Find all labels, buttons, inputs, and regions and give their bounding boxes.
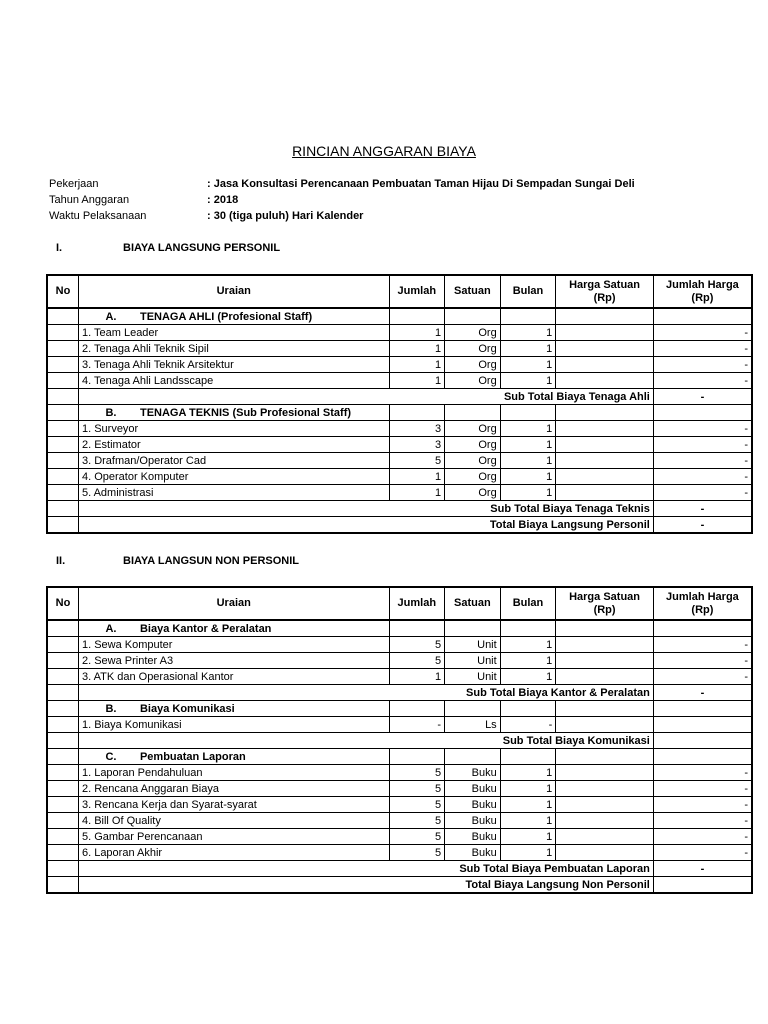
table-row <box>47 781 752 797</box>
total-label: Total Biaya Langsung Non Personil <box>78 877 653 894</box>
item-bulan: - <box>500 717 556 733</box>
total-cell <box>653 405 752 421</box>
item-jumlah-harga: - <box>653 437 752 453</box>
item-jumlah-harga: - <box>653 421 752 437</box>
bulan-cell <box>500 701 556 717</box>
total-row <box>47 517 752 534</box>
item-harga-satuan <box>556 637 654 653</box>
no-cell <box>47 517 78 534</box>
group-cell <box>78 620 389 637</box>
header-jumlah-harga: Jumlah Harga (Rp) <box>653 275 752 308</box>
section-number: II. <box>56 555 66 567</box>
item-satuan: Buku <box>445 781 501 797</box>
no-cell <box>47 469 78 485</box>
item-harga-satuan <box>556 453 654 469</box>
item-jumlah-harga: - <box>653 813 752 829</box>
meta-label: Waktu Pelaksanaan <box>49 210 147 222</box>
table-header-row <box>47 275 752 308</box>
harga-cell <box>556 620 654 637</box>
table-row <box>47 453 752 469</box>
item-jumlah-harga: - <box>653 453 752 469</box>
item-jumlah: 5 <box>389 653 445 669</box>
no-cell <box>47 620 78 637</box>
bulan-cell <box>500 620 556 637</box>
item-jumlah: 5 <box>389 845 445 861</box>
item-label: 2. Rencana Anggaran Biaya <box>78 781 389 797</box>
header-no: No <box>47 587 78 620</box>
table-row <box>47 653 752 669</box>
table-row <box>47 669 752 685</box>
jumlah-cell <box>389 749 445 765</box>
item-jumlah-harga: - <box>653 829 752 845</box>
bulan-cell <box>500 749 556 765</box>
section-number: I. <box>56 242 63 254</box>
item-jumlah-harga: - <box>653 669 752 685</box>
item-satuan: Org <box>445 357 501 373</box>
total-label: Total Biaya Langsung Personil <box>78 517 653 534</box>
total-cell <box>653 749 752 765</box>
item-label: 2. Estimator <box>78 437 389 453</box>
table-row <box>47 829 752 845</box>
item-label: 6. Laporan Akhir <box>78 845 389 861</box>
no-cell <box>47 485 78 501</box>
header-jumlah: Jumlah <box>389 587 445 620</box>
jumlah-cell <box>389 701 445 717</box>
header-satuan: Satuan <box>445 275 501 308</box>
group-cell <box>78 701 389 717</box>
no-cell <box>47 749 78 765</box>
item-satuan: Org <box>445 469 501 485</box>
item-satuan: Ls <box>445 717 501 733</box>
group-row <box>47 701 752 717</box>
no-cell <box>47 669 78 685</box>
item-jumlah: 5 <box>389 781 445 797</box>
item-bulan: 1 <box>500 653 556 669</box>
header-harga-satuan: Harga Satuan (Rp) <box>556 587 654 620</box>
item-bulan: 1 <box>500 485 556 501</box>
item-bulan: 1 <box>500 357 556 373</box>
item-label: 2. Tenaga Ahli Teknik Sipil <box>78 341 389 357</box>
item-harga-satuan <box>556 485 654 501</box>
item-satuan: Buku <box>445 829 501 845</box>
item-jumlah: 1 <box>389 669 445 685</box>
item-bulan: 1 <box>500 437 556 453</box>
table-row <box>47 845 752 861</box>
item-label: 1. Biaya Komunikasi <box>78 717 389 733</box>
item-jumlah-harga: - <box>653 781 752 797</box>
item-label: 2. Sewa Printer A3 <box>78 653 389 669</box>
item-label: 3. Drafman/Operator Cad <box>78 453 389 469</box>
no-cell <box>47 373 78 389</box>
no-cell <box>47 797 78 813</box>
item-satuan: Buku <box>445 797 501 813</box>
subtotal-row <box>47 733 752 749</box>
item-jumlah-harga <box>653 717 752 733</box>
item-jumlah: 1 <box>389 341 445 357</box>
no-cell <box>47 781 78 797</box>
group-row <box>47 620 752 637</box>
item-harga-satuan <box>556 357 654 373</box>
item-harga-satuan <box>556 829 654 845</box>
budget-table-non-personil <box>46 586 753 894</box>
subtotal-label: Sub Total Biaya Komunikasi <box>78 733 653 749</box>
item-bulan: 1 <box>500 813 556 829</box>
no-cell <box>47 637 78 653</box>
bulan-cell <box>500 405 556 421</box>
item-label: 5. Gambar Perencanaan <box>78 829 389 845</box>
item-bulan: 1 <box>500 373 556 389</box>
no-cell <box>47 685 78 701</box>
satuan-cell <box>445 701 501 717</box>
no-cell <box>47 501 78 517</box>
header-bulan: Bulan <box>500 587 556 620</box>
harga-cell <box>556 308 654 325</box>
group-row <box>47 308 752 325</box>
header-satuan: Satuan <box>445 587 501 620</box>
subtotal-value: - <box>653 861 752 877</box>
subtotal-label: Sub Total Biaya Tenaga Teknis <box>78 501 653 517</box>
item-jumlah-harga: - <box>653 485 752 501</box>
item-jumlah-harga: - <box>653 845 752 861</box>
table-row <box>47 797 752 813</box>
header-uraian: Uraian <box>78 587 389 620</box>
table-row <box>47 437 752 453</box>
item-harga-satuan <box>556 669 654 685</box>
satuan-cell <box>445 308 501 325</box>
subtotal-label: Sub Total Biaya Kantor & Peralatan <box>78 685 653 701</box>
item-jumlah: 3 <box>389 421 445 437</box>
group-name: Biaya Kantor & Peralatan <box>139 622 272 635</box>
item-satuan: Org <box>445 325 501 341</box>
item-label: 1. Team Leader <box>78 325 389 341</box>
no-cell <box>47 813 78 829</box>
harga-cell <box>556 749 654 765</box>
subtotal-value: - <box>653 389 752 405</box>
table-row <box>47 637 752 653</box>
document-title: RINCIAN ANGGARAN BIAYA <box>292 143 476 159</box>
item-label: 3. Tenaga Ahli Teknik Arsitektur <box>78 357 389 373</box>
total-row <box>47 877 752 894</box>
no-cell <box>47 325 78 341</box>
item-jumlah: 3 <box>389 437 445 453</box>
no-cell <box>47 421 78 437</box>
item-jumlah: 1 <box>389 325 445 341</box>
item-label: 3. ATK dan Operasional Kantor <box>78 669 389 685</box>
no-cell <box>47 341 78 357</box>
total-value <box>653 877 752 894</box>
item-harga-satuan <box>556 341 654 357</box>
item-label: 4. Tenaga Ahli Landsscape <box>78 373 389 389</box>
item-bulan: 1 <box>500 797 556 813</box>
item-bulan: 1 <box>500 781 556 797</box>
meta-value: : 30 (tiga puluh) Hari Kalender <box>207 210 364 222</box>
section-name: BIAYA LANGSUNG PERSONIL <box>123 242 281 254</box>
header-bulan: Bulan <box>500 275 556 308</box>
harga-cell <box>556 405 654 421</box>
item-harga-satuan <box>556 325 654 341</box>
subtotal-value: - <box>653 685 752 701</box>
item-satuan: Org <box>445 485 501 501</box>
item-jumlah: 5 <box>389 637 445 653</box>
item-label: 1. Sewa Komputer <box>78 637 389 653</box>
item-jumlah: 5 <box>389 813 445 829</box>
item-jumlah: 1 <box>389 373 445 389</box>
item-jumlah-harga: - <box>653 341 752 357</box>
table-row <box>47 357 752 373</box>
item-satuan: Buku <box>445 765 501 781</box>
header-jumlah: Jumlah <box>389 275 445 308</box>
no-cell <box>47 389 78 405</box>
no-cell <box>47 405 78 421</box>
no-cell <box>47 845 78 861</box>
item-label: 5. Administrasi <box>78 485 389 501</box>
item-satuan: Org <box>445 373 501 389</box>
no-cell <box>47 653 78 669</box>
item-harga-satuan <box>556 781 654 797</box>
item-jumlah-harga: - <box>653 357 752 373</box>
total-cell <box>653 308 752 325</box>
item-bulan: 1 <box>500 765 556 781</box>
item-harga-satuan <box>556 421 654 437</box>
group-row <box>47 749 752 765</box>
no-cell <box>47 733 78 749</box>
item-label: 4. Bill Of Quality <box>78 813 389 829</box>
harga-cell <box>556 701 654 717</box>
item-jumlah-harga: - <box>653 765 752 781</box>
jumlah-cell <box>389 405 445 421</box>
item-bulan: 1 <box>500 469 556 485</box>
section-name: BIAYA LANGSUN NON PERSONIL <box>123 555 300 567</box>
item-label: 1. Surveyor <box>78 421 389 437</box>
item-harga-satuan <box>556 437 654 453</box>
subtotal-label: Sub Total Biaya Pembuatan Laporan <box>78 861 653 877</box>
bulan-cell <box>500 308 556 325</box>
item-jumlah: - <box>389 717 445 733</box>
group-code: C. <box>105 750 117 763</box>
item-jumlah: 1 <box>389 469 445 485</box>
item-jumlah-harga: - <box>653 797 752 813</box>
no-cell <box>47 765 78 781</box>
item-satuan: Buku <box>445 813 501 829</box>
item-jumlah: 1 <box>389 485 445 501</box>
subtotal-value <box>653 733 752 749</box>
group-name: Biaya Komunikasi <box>139 702 235 715</box>
item-label: 1. Laporan Pendahuluan <box>78 765 389 781</box>
header-no: No <box>47 275 78 308</box>
subtotal-row <box>47 389 752 405</box>
item-bulan: 1 <box>500 829 556 845</box>
table-row <box>47 717 752 733</box>
item-jumlah-harga: - <box>653 653 752 669</box>
budget-table-personil <box>46 274 753 534</box>
item-satuan: Org <box>445 341 501 357</box>
item-harga-satuan <box>556 717 654 733</box>
table-row <box>47 469 752 485</box>
item-jumlah: 5 <box>389 453 445 469</box>
no-cell <box>47 861 78 877</box>
jumlah-cell <box>389 620 445 637</box>
satuan-cell <box>445 620 501 637</box>
item-satuan: Org <box>445 453 501 469</box>
item-satuan: Unit <box>445 669 501 685</box>
item-jumlah: 5 <box>389 765 445 781</box>
group-cell <box>78 749 389 765</box>
item-satuan: Buku <box>445 845 501 861</box>
no-cell <box>47 357 78 373</box>
item-bulan: 1 <box>500 341 556 357</box>
table-header-row <box>47 587 752 620</box>
item-satuan: Org <box>445 437 501 453</box>
group-name: Pembuatan Laporan <box>139 750 246 763</box>
subtotal-row <box>47 501 752 517</box>
group-cell <box>78 308 389 325</box>
group-name: TENAGA TEKNIS (Sub Profesional Staff) <box>139 406 352 419</box>
no-cell <box>47 701 78 717</box>
total-cell <box>653 620 752 637</box>
table-row <box>47 485 752 501</box>
item-jumlah: 1 <box>389 357 445 373</box>
header-uraian: Uraian <box>78 275 389 308</box>
header-harga-satuan: Harga Satuan (Rp) <box>556 275 654 308</box>
item-jumlah: 5 <box>389 797 445 813</box>
group-row <box>47 405 752 421</box>
satuan-cell <box>445 405 501 421</box>
item-bulan: 1 <box>500 421 556 437</box>
meta-label: Tahun Anggaran <box>49 194 130 206</box>
meta-label: Pekerjaan <box>49 178 99 190</box>
group-code: B. <box>105 702 117 715</box>
item-harga-satuan <box>556 813 654 829</box>
item-harga-satuan <box>556 765 654 781</box>
item-satuan: Unit <box>445 653 501 669</box>
item-bulan: 1 <box>500 845 556 861</box>
table-row <box>47 341 752 357</box>
table-row <box>47 765 752 781</box>
item-harga-satuan <box>556 469 654 485</box>
group-code: B. <box>105 406 117 419</box>
no-cell <box>47 308 78 325</box>
item-bulan: 1 <box>500 453 556 469</box>
subtotal-label: Sub Total Biaya Tenaga Ahli <box>78 389 653 405</box>
item-harga-satuan <box>556 373 654 389</box>
table-row <box>47 325 752 341</box>
meta-value: : Jasa Konsultasi Perencanaan Pembuatan Taman Hijau Di Sempadan Sungai Deli <box>207 178 635 190</box>
total-cell <box>653 701 752 717</box>
total-value: - <box>653 517 752 534</box>
no-cell <box>47 437 78 453</box>
item-bulan: 1 <box>500 637 556 653</box>
item-label: 3. Rencana Kerja dan Syarat-syarat <box>78 797 389 813</box>
table-row <box>47 373 752 389</box>
group-code: A. <box>105 622 117 635</box>
item-jumlah-harga: - <box>653 325 752 341</box>
item-label: 4. Operator Komputer <box>78 469 389 485</box>
subtotal-value: - <box>653 501 752 517</box>
group-code: A. <box>105 310 117 323</box>
group-name: TENAGA AHLI (Profesional Staff) <box>139 310 313 323</box>
no-cell <box>47 877 78 894</box>
item-satuan: Org <box>445 421 501 437</box>
item-jumlah-harga: - <box>653 637 752 653</box>
no-cell <box>47 717 78 733</box>
item-harga-satuan <box>556 845 654 861</box>
item-jumlah-harga: - <box>653 469 752 485</box>
meta-value: : 2018 <box>207 194 239 206</box>
item-bulan: 1 <box>500 325 556 341</box>
no-cell <box>47 453 78 469</box>
subtotal-row <box>47 685 752 701</box>
table-row <box>47 421 752 437</box>
item-jumlah-harga: - <box>653 373 752 389</box>
subtotal-row <box>47 861 752 877</box>
group-cell <box>78 405 389 421</box>
item-harga-satuan <box>556 653 654 669</box>
item-satuan: Unit <box>445 637 501 653</box>
satuan-cell <box>445 749 501 765</box>
item-harga-satuan <box>556 797 654 813</box>
jumlah-cell <box>389 308 445 325</box>
no-cell <box>47 829 78 845</box>
item-bulan: 1 <box>500 669 556 685</box>
table-row <box>47 813 752 829</box>
header-jumlah-harga: Jumlah Harga (Rp) <box>653 587 752 620</box>
item-jumlah: 5 <box>389 829 445 845</box>
